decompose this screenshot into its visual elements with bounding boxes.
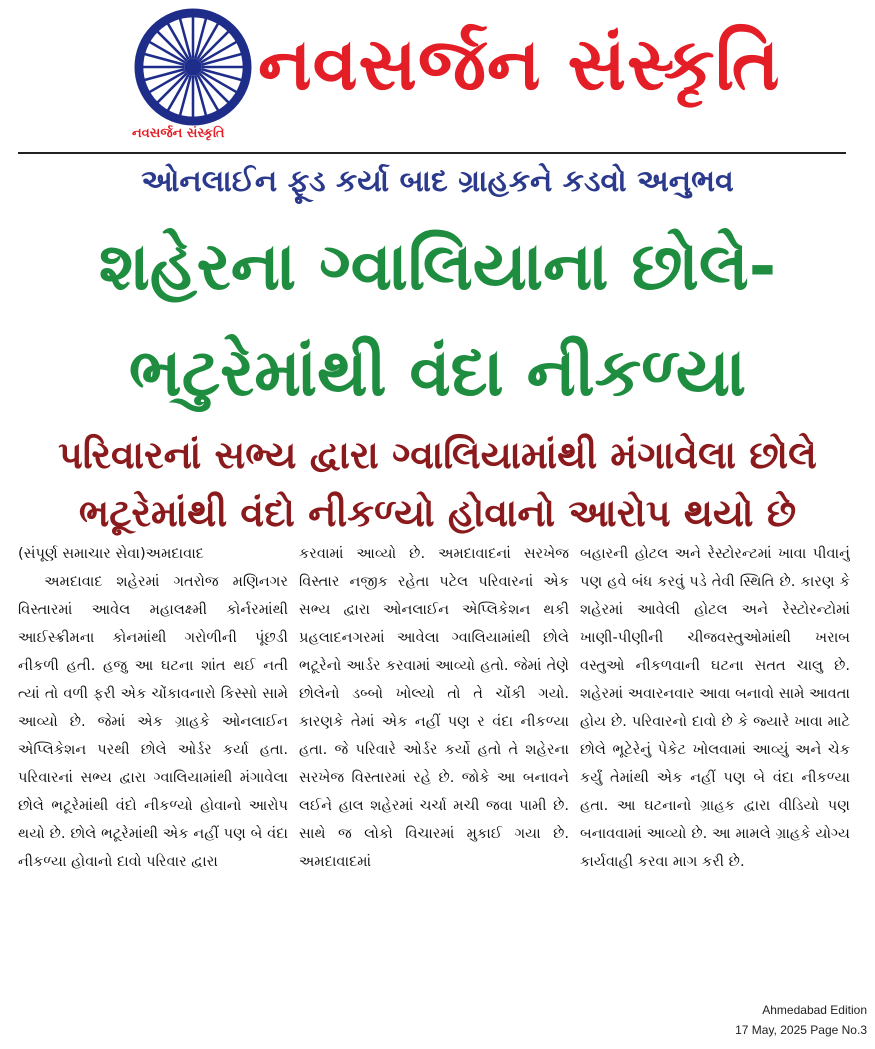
column-2-text: કરવામાં આવ્યો છે. અમદાવાદનાં સરખેજ વિસ્તાર નજીક રહેતા પટેલ પરિવારનાં એક સભ્ય દ્વારા ઓનલાઈન એપ્લિકેશન થકી પ્રહલાદનગરમાં આવેલા ગ્વાલિયામાંથી છોલે ભટૂરેનો આર્ડર કરવામાં આવ્યો હતો. જેમાં તેણે છોલેનો ડબ્બો ખોલ્યો તો તે ચોંકી ગયો. કારણકે તેમાં એક નહીં પણ ર વંદા નીકળ્યા હતા. જે પરિવારે ઓર્ડર કર્યો હતો તે શહેરના સરખેજ વિસ્તારમાં રહે છે. જોકે આ બનાવને લઈને હાલ શહેરમાં ચર્ચા મચી જવા પામી છે. સાથે જ લોકો વિચારમાં મુકાઈ ગયા છે. અમદાવાદમાં: [299, 545, 569, 870]
article-column-3: [580, 540, 850, 988]
edition-label: Ahmedabad Edition: [762, 1003, 867, 1017]
page-footer: [617, 1000, 867, 1040]
date-page-label: 17 May, 2025 Page No.3: [735, 1023, 867, 1037]
article-kicker: ઓનલાઈન ફૂડ કર્યા બાદ ગ્રાહકને કડવો અનુભવ: [141, 164, 734, 199]
newspaper-name: નવસર્જન સંસ્કૃતિ: [258, 22, 781, 106]
article-body: [18, 540, 850, 988]
subhead-line-1: પરિવારનાં સભ્ય દ્વારા ગ્વાલિયામાંથી મંગાવેલા છોલે: [58, 433, 817, 477]
column-1-text: અમદાવાદ શહેરમાં ગતરોજ મણિનગર વિસ્તારમાં આવેલ મહાલક્ષ્મી કોર્નરમાંથી આઈસ્ક્રીમના કોનમાંથી ગરોળીની પૂંછડી નીકળી હતી. હજુ આ ઘટના શાંત થઈ નતી ત્યાં તો વળી ફરી એક ચોંકાવનારો કિસ્સો સામે આવ્યો છે. જેમાં એક ગ્રાહકે ઓનલાઈન એપ્લિકેશન પરથી છોલે ઓર્ડર કર્યા હતા. પરિવારનાં સભ્ય દ્વારા ગ્વાલિયામાંથી મંગાવેલા છોલે ભટૂરેમાંથી વંદો નીકળ્યો હોવાનો આરોપ થયો છે. છોલે ભટૂરેમાંથી એક નહીં પણ બે વંદા નીકળ્યા હોવાનો દાવો પરિવાર દ્વારા: [18, 573, 288, 870]
article-headline: [0, 214, 875, 426]
headline-line-1: શહેરના ગ્વાલિયાના છોલે-: [98, 228, 777, 305]
article-column-1: [18, 540, 288, 988]
article-column-2: [299, 540, 569, 988]
article-dateline: (સંપૂર્ણ સમાચાર સેવા)અમદાવાદ: [18, 545, 204, 562]
masthead-divider: [18, 152, 846, 154]
headline-line-2: ભટુરેમાંથી વંદા નીકળ્યા: [128, 334, 747, 411]
masthead: [0, 0, 875, 150]
logo-caption: નવસર્જન સંસ્કૃતિ: [132, 126, 225, 141]
article-subheadline: [0, 426, 875, 542]
subhead-line-2: ભટૂરેમાંથી વંદો નીકળ્યો હોવાનો આરોપ થયો છે: [78, 491, 797, 535]
ashoka-chakra-icon: [134, 8, 252, 126]
column-3-text: બહારની હોટલ અને રેસ્ટોરન્ટમાં ખાવા પીવાનું પણ હવે બંધ કરવું પડે તેવી સ્થિતિ છે. કારણ કે શહેરમાં આવેલી હોટલ અને રેસ્ટોરન્ટોમાં ખાણી-પીણીની ચીજવસ્તુઓમાંથી ખરાબ વસ્તુઓ નીકળવાની ઘટના સતત ચાલુ છે. શહેરમાં અવારનવાર આવા બનાવો સામે આવતા હોય છે. પરિવારનો દાવો છે કે જ્યારે ખાવા માટે છોલે ભૂટેરેનું પેકેટ ખોલવામાં આવ્યું અને ચેક કર્યું તેમાંથી એક નહીં પણ બે વંદા નીકળ્યા હતા. આ ઘટનાનો ગ્રાહક દ્વારા વીડિયો પણ બનાવવામાં આવ્યો છે. આ મામલે ગ્રાહકે યોગ્ય કાર્યવાહી કરવા માગ કરી છે.: [580, 545, 850, 870]
